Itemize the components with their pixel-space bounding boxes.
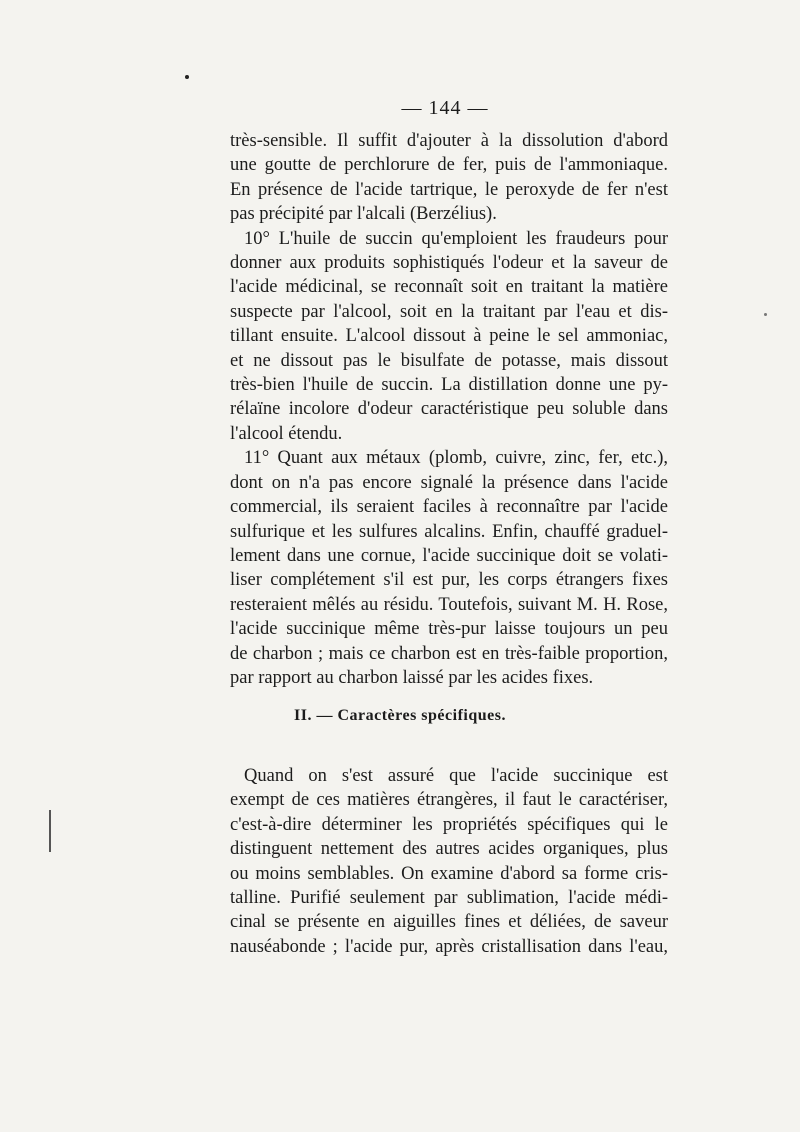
section-heading: II. — Caractères spécifiques. xyxy=(294,707,506,724)
text-line: nauséabonde ; l'acide pur, après cristallisation dans l'eau, xyxy=(230,936,668,957)
text-line: pas précipité par l'alcali (Berzélius). xyxy=(230,204,497,225)
text-line: sulfurique et les sulfures alcalins. Enfin, chauffé graduel- xyxy=(230,521,668,542)
page-number: — 144 — xyxy=(401,97,489,119)
text-line: 11° Quant aux métaux (plomb, cuivre, zinc, fer, etc.), xyxy=(244,448,668,469)
body-text-top xyxy=(230,129,668,690)
text-line: rélaïne incolore d'odeur caractéristique peu soluble dans xyxy=(230,399,668,420)
ink-speck xyxy=(185,75,189,79)
text-line: distinguent nettement des autres acides organiques, plus xyxy=(230,839,668,860)
text-line: dont on n'a pas encore signalé la présence dans l'acide xyxy=(230,472,668,493)
margin-mark xyxy=(49,810,51,852)
text-line: de charbon ; mais ce charbon est en très-faible proportion, xyxy=(230,643,668,664)
ink-speck xyxy=(764,313,767,316)
text-line: suspecte par l'alcool, soit en la traitant par l'eau et dis- xyxy=(230,301,668,322)
text-line: c'est-à-dire déterminer les propriétés spécifiques qui le xyxy=(230,814,668,835)
text-line: commercial, ils seraient faciles à reconnaître par l'acide xyxy=(230,497,668,518)
text-line: et ne dissout pas le bisulfate de potasse, mais dissout xyxy=(230,350,668,371)
text-line: En présence de l'acide tartrique, le peroxyde de fer n'est xyxy=(230,179,668,200)
body-text-bottom xyxy=(230,764,668,959)
text-line: par rapport au charbon laissé par les acides fixes. xyxy=(230,667,594,688)
text-line: liser complétement s'il est pur, les corps étrangers fixes xyxy=(230,570,668,591)
text-line: 10° L'huile de succin qu'emploient les fraudeurs pour xyxy=(244,228,668,249)
text-line: Quand on s'est assuré que l'acide succinique est xyxy=(244,766,668,786)
text-line: l'acide succinique même très-pur laisse toujours un peu xyxy=(230,619,668,640)
text-line: tillant ensuite. L'alcool dissout à peine le sel ammoniac, xyxy=(230,326,668,347)
text-line: l'alcool étendu. xyxy=(230,423,343,444)
text-line: lement dans une cornue, l'acide succinique doit se volati- xyxy=(230,545,668,566)
text-line: cinal se présente en aiguilles fines et déliées, de saveur xyxy=(230,912,668,933)
text-line: ou moins semblables. On examine d'abord sa forme cris- xyxy=(230,863,668,884)
text-line: talline. Purifié seulement par sublimation, l'acide médi- xyxy=(230,888,668,909)
text-line: très-sensible. Il suffit d'ajouter à la dissolution d'abord xyxy=(230,131,668,151)
text-line: exempt de ces matières étrangères, il faut le caractériser, xyxy=(230,790,668,811)
text-line: très-bien l'huile de succin. La distillation donne une py- xyxy=(230,375,668,396)
text-line: une goutte de perchlorure de fer, puis de l'ammoniaque. xyxy=(230,155,668,176)
text-line: l'acide médicinal, se reconnaît soit en traitant la matière xyxy=(230,277,668,298)
text-line: resteraient mêlés au résidu. Toutefois, suivant M. H. Rose, xyxy=(230,594,668,615)
text-line: donner aux produits sophistiqués l'odeur et la saveur de xyxy=(230,253,668,274)
